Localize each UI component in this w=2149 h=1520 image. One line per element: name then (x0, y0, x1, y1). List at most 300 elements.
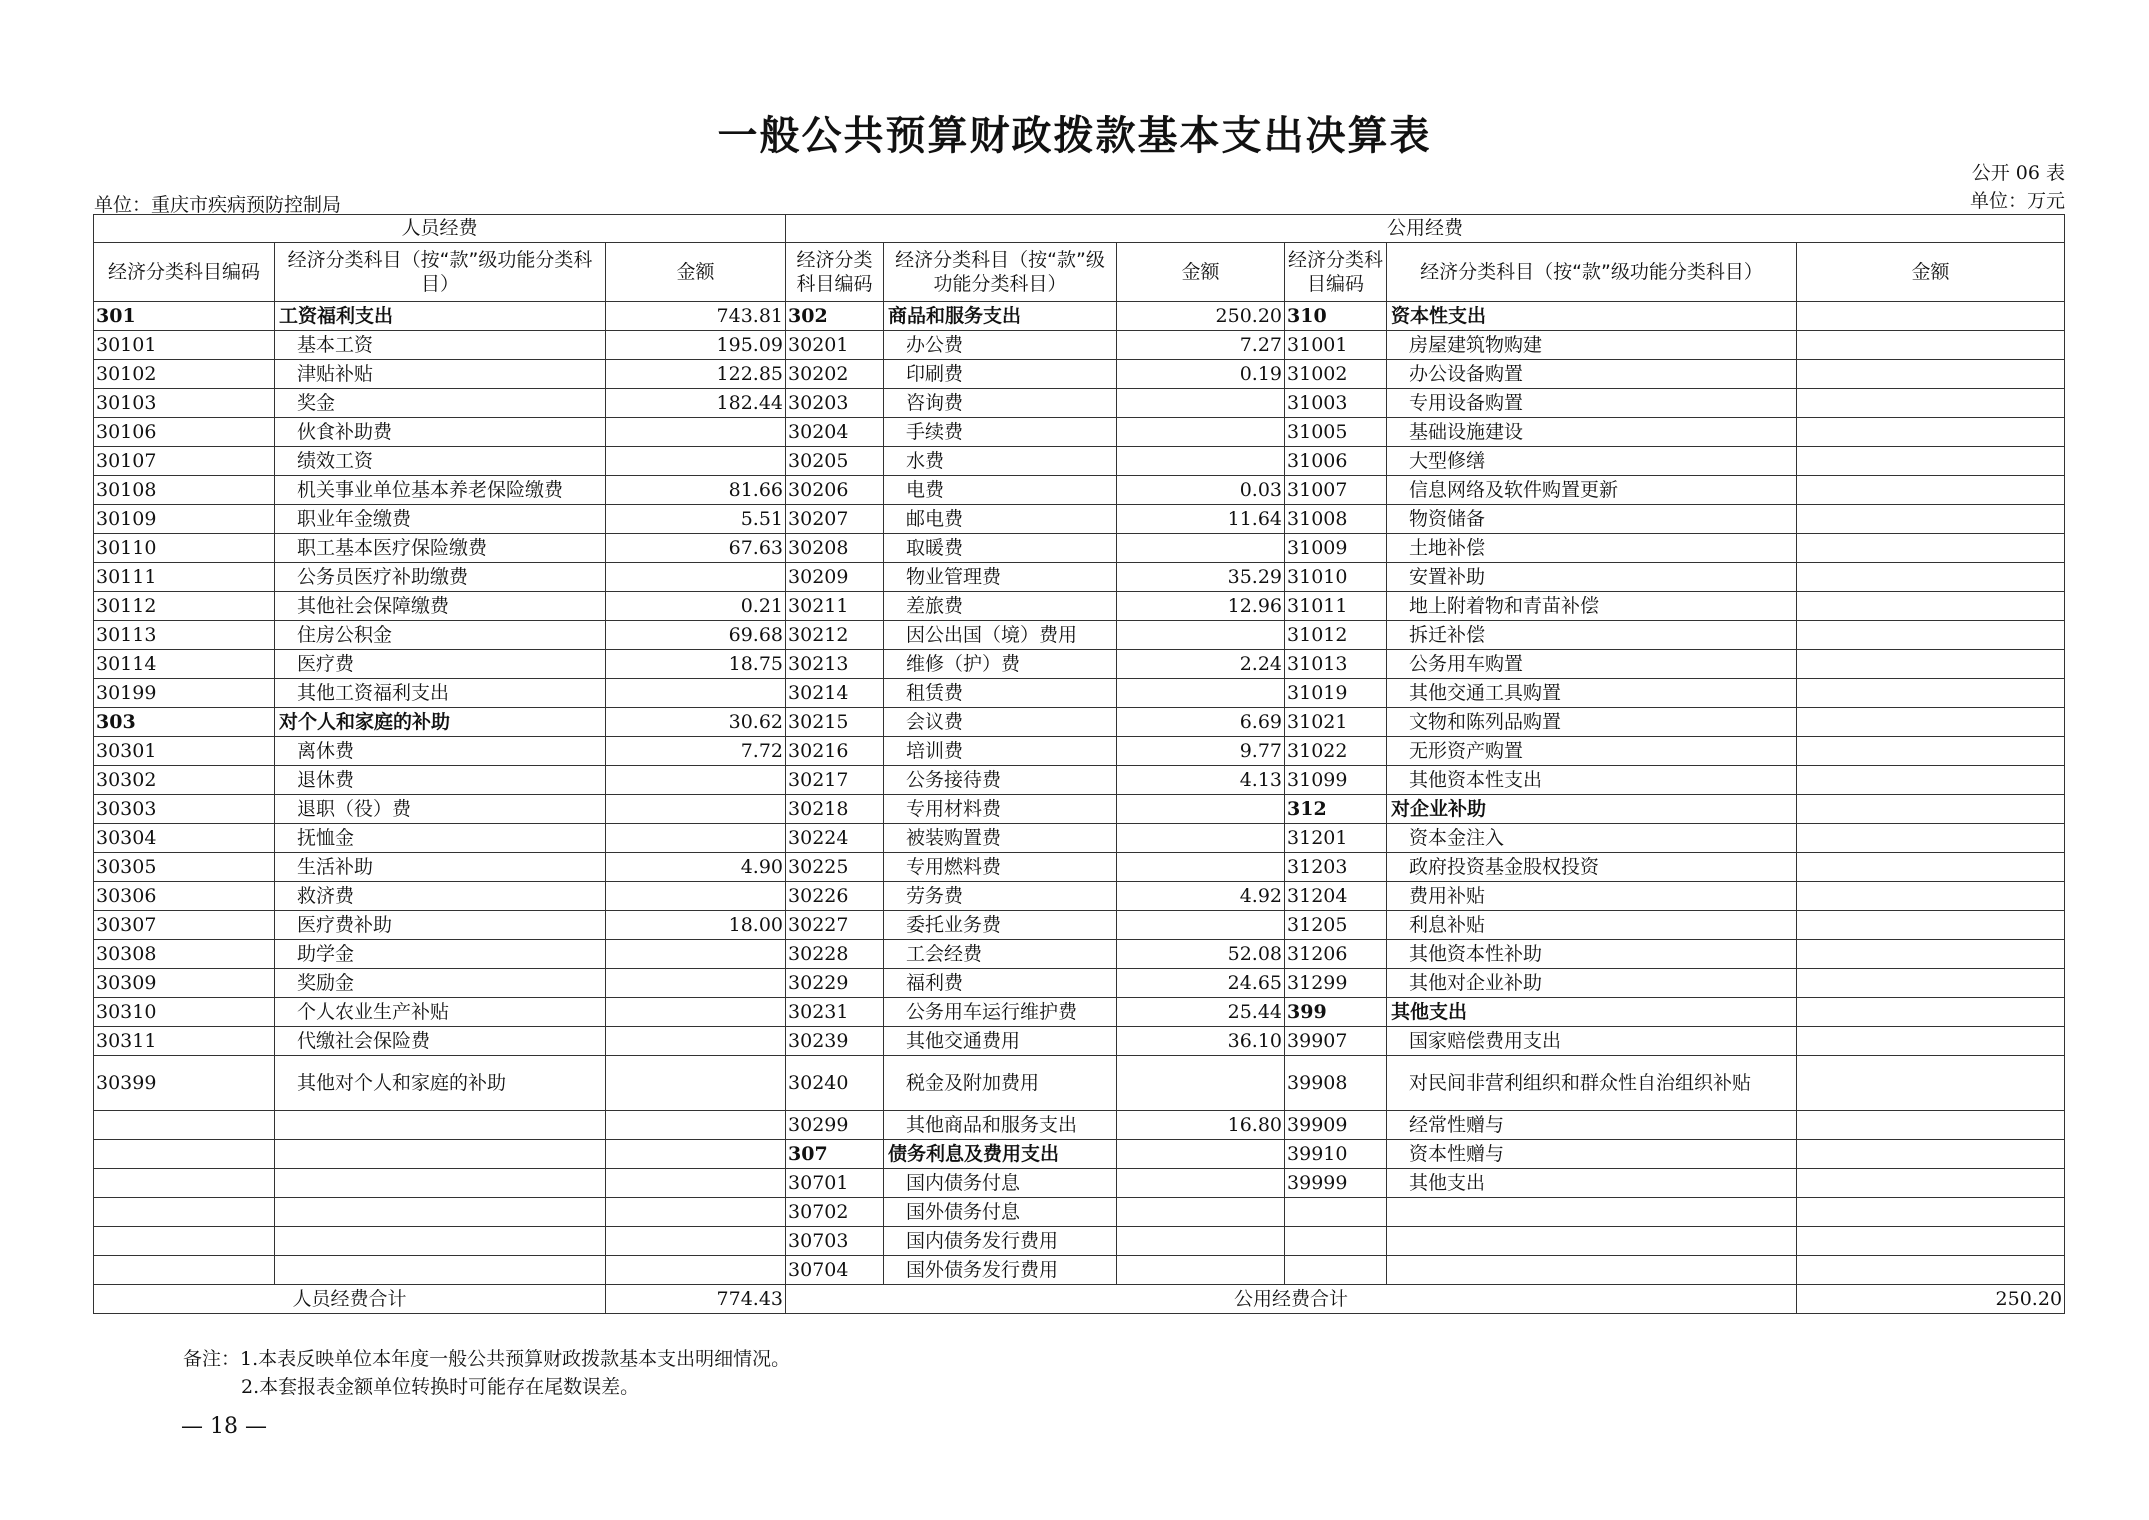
item-name: 咨询费 (884, 389, 1117, 418)
item-name: 手续费 (884, 418, 1117, 447)
item-name: 其他资本性补助 (1387, 940, 1797, 969)
item-amount (1797, 389, 2065, 418)
item-amount (1797, 1027, 2065, 1056)
item-code: 31012 (1285, 621, 1387, 650)
item-code: 301 (94, 302, 275, 331)
item-code: 30103 (94, 389, 275, 418)
table-row (94, 476, 2065, 505)
item-amount (1797, 882, 2065, 911)
item-amount: 7.27 (1117, 331, 1285, 360)
item-amount (1117, 911, 1285, 940)
item-name (1387, 1256, 1797, 1285)
item-name: 伙食补助费 (275, 418, 606, 447)
item-code: 30299 (786, 1111, 884, 1140)
table-row (94, 1027, 2065, 1056)
public-total-value: 250.20 (1797, 1285, 2065, 1314)
item-code: 39908 (1285, 1056, 1387, 1111)
item-amount: 6.69 (1117, 708, 1285, 737)
note-line: 备注：1.本表反映单位本年度一般公共预算财政拨款基本支出明细情况。 (183, 1348, 791, 1370)
item-amount (606, 940, 786, 969)
item-amount (1797, 1056, 2065, 1111)
item-amount (606, 795, 786, 824)
item-name: 电费 (884, 476, 1117, 505)
item-code: 307 (786, 1140, 884, 1169)
item-code: 30201 (786, 331, 884, 360)
expenditure-table (93, 214, 2065, 1314)
item-amount (1797, 650, 2065, 679)
item-code: 30225 (786, 853, 884, 882)
item-amount: 0.03 (1117, 476, 1285, 505)
item-name: 其他交通工具购置 (1387, 679, 1797, 708)
item-name: 医疗费 (275, 650, 606, 679)
table-row (94, 1169, 2065, 1198)
item-code: 30209 (786, 563, 884, 592)
item-code: 312 (1285, 795, 1387, 824)
table-row (94, 824, 2065, 853)
item-code: 31022 (1285, 737, 1387, 766)
item-amount (1117, 795, 1285, 824)
header-name: 经济分类科目（按“款”级功能分类科目） (884, 243, 1117, 302)
item-amount (1797, 998, 2065, 1027)
item-name: 拆迁补偿 (1387, 621, 1797, 650)
item-code: 30217 (786, 766, 884, 795)
table-row (94, 1198, 2065, 1227)
item-code: 30109 (94, 505, 275, 534)
item-name: 绩效工资 (275, 447, 606, 476)
item-amount (606, 998, 786, 1027)
item-name: 其他资本性支出 (1387, 766, 1797, 795)
table-row (94, 621, 2065, 650)
table-row (94, 360, 2065, 389)
item-code: 30207 (786, 505, 884, 534)
header-code: 经济分类科目编码 (786, 243, 884, 302)
item-code: 30107 (94, 447, 275, 476)
item-amount: 2.24 (1117, 650, 1285, 679)
item-name: 债务利息及费用支出 (884, 1140, 1117, 1169)
item-amount (1797, 418, 2065, 447)
table-row (94, 592, 2065, 621)
item-code: 30202 (786, 360, 884, 389)
notes (183, 1345, 790, 1401)
item-code: 303 (94, 708, 275, 737)
item-amount (1797, 737, 2065, 766)
item-name: 其他商品和服务支出 (884, 1111, 1117, 1140)
item-name: 福利费 (884, 969, 1117, 998)
item-name: 差旅费 (884, 592, 1117, 621)
item-code (94, 1140, 275, 1169)
item-amount (1117, 389, 1285, 418)
item-name: 劳务费 (884, 882, 1117, 911)
item-name: 办公费 (884, 331, 1117, 360)
item-amount (1797, 795, 2065, 824)
item-code: 30199 (94, 679, 275, 708)
item-name: 政府投资基金股权投资 (1387, 853, 1797, 882)
item-name: 印刷费 (884, 360, 1117, 389)
item-amount (1797, 1256, 2065, 1285)
item-name: 办公设备购置 (1387, 360, 1797, 389)
note-line: 2.本套报表金额单位转换时可能存在尾数误差。 (241, 1376, 640, 1398)
item-name: 大型修缮 (1387, 447, 1797, 476)
item-code: 30111 (94, 563, 275, 592)
item-name (275, 1111, 606, 1140)
item-code: 30224 (786, 824, 884, 853)
item-amount (1797, 563, 2065, 592)
item-amount (1797, 940, 2065, 969)
item-name: 商品和服务支出 (884, 302, 1117, 331)
item-amount: 195.09 (606, 331, 786, 360)
item-name: 利息补贴 (1387, 911, 1797, 940)
item-amount (1117, 621, 1285, 650)
table-row (94, 911, 2065, 940)
header-code: 经济分类科目编码 (94, 243, 275, 302)
item-code: 30308 (94, 940, 275, 969)
item-code: 30310 (94, 998, 275, 1027)
table-row (94, 447, 2065, 476)
item-amount: 4.90 (606, 853, 786, 882)
item-amount (1117, 679, 1285, 708)
table-row (94, 1140, 2065, 1169)
item-amount (1797, 302, 2065, 331)
table-row (94, 940, 2065, 969)
item-code: 30208 (786, 534, 884, 563)
header-code: 经济分类科目编码 (1285, 243, 1387, 302)
item-name: 资本金注入 (1387, 824, 1797, 853)
item-code: 30302 (94, 766, 275, 795)
item-code: 30106 (94, 418, 275, 447)
item-code: 39907 (1285, 1027, 1387, 1056)
item-code: 31003 (1285, 389, 1387, 418)
item-name: 取暖费 (884, 534, 1117, 563)
item-code: 39999 (1285, 1169, 1387, 1198)
item-name: 公务用车运行维护费 (884, 998, 1117, 1027)
item-name: 奖励金 (275, 969, 606, 998)
item-name: 邮电费 (884, 505, 1117, 534)
item-amount: 11.64 (1117, 505, 1285, 534)
item-code: 31019 (1285, 679, 1387, 708)
item-amount (606, 1056, 786, 1111)
item-amount: 69.68 (606, 621, 786, 650)
item-code: 30113 (94, 621, 275, 650)
item-name (1387, 1227, 1797, 1256)
item-amount (1797, 534, 2065, 563)
table-row (94, 563, 2065, 592)
personnel-total-value: 774.43 (606, 1285, 786, 1314)
item-name: 医疗费补助 (275, 911, 606, 940)
item-code (1285, 1198, 1387, 1227)
item-amount: 122.85 (606, 360, 786, 389)
item-amount (1797, 969, 2065, 998)
item-amount (1117, 418, 1285, 447)
item-name: 税金及附加费用 (884, 1056, 1117, 1111)
table-row (94, 418, 2065, 447)
item-amount (1797, 708, 2065, 737)
item-code: 31002 (1285, 360, 1387, 389)
item-code: 30206 (786, 476, 884, 505)
item-name: 对企业补助 (1387, 795, 1797, 824)
table-row (94, 389, 2065, 418)
item-name: 退职（役）费 (275, 795, 606, 824)
item-code: 30101 (94, 331, 275, 360)
item-code: 31204 (1285, 882, 1387, 911)
item-code: 30311 (94, 1027, 275, 1056)
item-name: 机关事业单位基本养老保险缴费 (275, 476, 606, 505)
table-row (94, 1056, 2065, 1111)
item-name: 物业管理费 (884, 563, 1117, 592)
item-amount: 0.21 (606, 592, 786, 621)
section-personnel-header: 人员经费 (94, 215, 786, 243)
item-code: 31099 (1285, 766, 1387, 795)
item-code: 30214 (786, 679, 884, 708)
item-code: 30228 (786, 940, 884, 969)
item-name: 其他对企业补助 (1387, 969, 1797, 998)
item-amount: 0.19 (1117, 360, 1285, 389)
table-row (94, 853, 2065, 882)
item-amount (1117, 1227, 1285, 1256)
item-code: 30216 (786, 737, 884, 766)
item-code: 31021 (1285, 708, 1387, 737)
item-name: 国家赔偿费用支出 (1387, 1027, 1797, 1056)
item-amount: 67.63 (606, 534, 786, 563)
item-name: 生活补助 (275, 853, 606, 882)
item-name: 工会经费 (884, 940, 1117, 969)
item-name: 专用设备购置 (1387, 389, 1797, 418)
item-amount (1117, 1140, 1285, 1169)
item-amount: 7.72 (606, 737, 786, 766)
item-code: 30704 (786, 1256, 884, 1285)
item-amount (606, 679, 786, 708)
item-code: 30110 (94, 534, 275, 563)
item-amount (606, 969, 786, 998)
item-amount (1117, 1256, 1285, 1285)
item-name: 其他支出 (1387, 1169, 1797, 1198)
item-amount (606, 447, 786, 476)
item-code: 30213 (786, 650, 884, 679)
item-amount (1117, 1169, 1285, 1198)
public-total-label: 公用经费合计 (786, 1285, 1797, 1314)
item-name: 对个人和家庭的补助 (275, 708, 606, 737)
item-amount (1117, 534, 1285, 563)
item-name (275, 1169, 606, 1198)
item-name: 文物和陈列品购置 (1387, 708, 1797, 737)
item-amount: 18.00 (606, 911, 786, 940)
item-amount (1797, 824, 2065, 853)
item-code: 31010 (1285, 563, 1387, 592)
item-code: 30399 (94, 1056, 275, 1111)
item-name: 代缴社会保险费 (275, 1027, 606, 1056)
item-code: 30226 (786, 882, 884, 911)
item-code: 30703 (786, 1227, 884, 1256)
page-title: 一般公共预算财政拨款基本支出决算表 (717, 112, 1432, 159)
item-name: 个人农业生产补贴 (275, 998, 606, 1027)
table-row (94, 766, 2065, 795)
item-name: 津贴补贴 (275, 360, 606, 389)
item-amount (1797, 911, 2065, 940)
item-name: 职工基本医疗保险缴费 (275, 534, 606, 563)
item-name: 国内债务付息 (884, 1169, 1117, 1198)
table-row (94, 505, 2065, 534)
item-code (94, 1198, 275, 1227)
item-code: 30218 (786, 795, 884, 824)
item-code: 30240 (786, 1056, 884, 1111)
item-amount (606, 1140, 786, 1169)
item-name: 其他对个人和家庭的补助 (275, 1056, 606, 1111)
table-row (94, 679, 2065, 708)
item-amount: 36.10 (1117, 1027, 1285, 1056)
table-row (94, 650, 2065, 679)
table-row (94, 534, 2065, 563)
item-code: 30211 (786, 592, 884, 621)
table-row (94, 882, 2065, 911)
item-name: 奖金 (275, 389, 606, 418)
item-code: 30227 (786, 911, 884, 940)
item-amount: 25.44 (1117, 998, 1285, 1027)
item-name: 救济费 (275, 882, 606, 911)
item-code: 31001 (1285, 331, 1387, 360)
item-code: 30108 (94, 476, 275, 505)
item-amount (1117, 447, 1285, 476)
item-amount (1117, 824, 1285, 853)
item-name (1387, 1198, 1797, 1227)
item-amount (1797, 1111, 2065, 1140)
item-code: 30306 (94, 882, 275, 911)
item-name: 抚恤金 (275, 824, 606, 853)
item-name: 职业年金缴费 (275, 505, 606, 534)
item-name: 房屋建筑物购建 (1387, 331, 1797, 360)
item-amount: 182.44 (606, 389, 786, 418)
item-name: 国外债务发行费用 (884, 1256, 1117, 1285)
item-code: 31013 (1285, 650, 1387, 679)
table-row (94, 1111, 2065, 1140)
page-number: — 18 — (181, 1414, 267, 1439)
table-row (94, 969, 2065, 998)
item-amount (606, 766, 786, 795)
item-code: 31008 (1285, 505, 1387, 534)
table-row (94, 1256, 2065, 1285)
item-code: 30114 (94, 650, 275, 679)
item-amount: 5.51 (606, 505, 786, 534)
item-code: 31206 (1285, 940, 1387, 969)
item-name (275, 1140, 606, 1169)
unit-name: 单位：重庆市疾病预防控制局 (94, 194, 342, 216)
item-code (94, 1256, 275, 1285)
item-code: 30203 (786, 389, 884, 418)
item-name: 其他社会保障缴费 (275, 592, 606, 621)
item-name: 专用材料费 (884, 795, 1117, 824)
table-row (94, 331, 2065, 360)
item-name: 无形资产购置 (1387, 737, 1797, 766)
item-amount (606, 1169, 786, 1198)
item-amount: 81.66 (606, 476, 786, 505)
item-name: 会议费 (884, 708, 1117, 737)
item-amount: 9.77 (1117, 737, 1285, 766)
table-row (94, 737, 2065, 766)
item-amount (606, 418, 786, 447)
item-code: 30305 (94, 853, 275, 882)
item-amount (1797, 505, 2065, 534)
item-code: 30102 (94, 360, 275, 389)
item-amount: 16.80 (1117, 1111, 1285, 1140)
item-amount: 24.65 (1117, 969, 1285, 998)
item-code: 30309 (94, 969, 275, 998)
item-code: 39910 (1285, 1140, 1387, 1169)
item-name (275, 1198, 606, 1227)
item-name: 其他工资福利支出 (275, 679, 606, 708)
table-row (94, 998, 2065, 1027)
header-amount: 金额 (1117, 243, 1285, 302)
item-code (1285, 1256, 1387, 1285)
item-amount (606, 1198, 786, 1227)
item-amount (1797, 1169, 2065, 1198)
item-code: 30231 (786, 998, 884, 1027)
item-code: 30303 (94, 795, 275, 824)
item-amount (1797, 679, 2065, 708)
item-amount: 52.08 (1117, 940, 1285, 969)
item-amount (606, 882, 786, 911)
item-name: 离休费 (275, 737, 606, 766)
form-number: 公开 06 表 (1971, 162, 2065, 184)
item-name: 国外债务付息 (884, 1198, 1117, 1227)
item-amount (1797, 447, 2065, 476)
item-name: 费用补贴 (1387, 882, 1797, 911)
item-name (275, 1256, 606, 1285)
item-name: 基础设施建设 (1387, 418, 1797, 447)
item-amount (606, 1256, 786, 1285)
item-name: 经常性赠与 (1387, 1111, 1797, 1140)
item-code: 39909 (1285, 1111, 1387, 1140)
item-code: 30304 (94, 824, 275, 853)
item-name: 租赁费 (884, 679, 1117, 708)
item-code: 31203 (1285, 853, 1387, 882)
item-amount (606, 824, 786, 853)
header-name: 经济分类科目（按“款”级功能分类科目） (275, 243, 606, 302)
section-public-header: 公用经费 (786, 215, 2065, 243)
item-code: 31006 (1285, 447, 1387, 476)
header-amount: 金额 (606, 243, 786, 302)
header-amount: 金额 (1797, 243, 2065, 302)
item-name: 维修（护）费 (884, 650, 1117, 679)
item-name (275, 1227, 606, 1256)
item-name: 国内债务发行费用 (884, 1227, 1117, 1256)
item-name: 信息网络及软件购置更新 (1387, 476, 1797, 505)
item-amount (1797, 1227, 2065, 1256)
item-name: 基本工资 (275, 331, 606, 360)
personnel-total-label: 人员经费合计 (94, 1285, 606, 1314)
item-code: 31011 (1285, 592, 1387, 621)
item-name: 专用燃料费 (884, 853, 1117, 882)
header-name: 经济分类科目（按“款”级功能分类科目） (1387, 243, 1797, 302)
item-amount: 18.75 (606, 650, 786, 679)
table-row (94, 1227, 2065, 1256)
item-name: 公务用车购置 (1387, 650, 1797, 679)
item-code: 31009 (1285, 534, 1387, 563)
item-name: 助学金 (275, 940, 606, 969)
item-code: 31201 (1285, 824, 1387, 853)
item-code: 31005 (1285, 418, 1387, 447)
item-code: 302 (786, 302, 884, 331)
item-amount: 30.62 (606, 708, 786, 737)
item-amount (1797, 1198, 2065, 1227)
item-amount (1797, 360, 2065, 389)
item-code: 30701 (786, 1169, 884, 1198)
item-code: 30301 (94, 737, 275, 766)
item-amount (1797, 621, 2065, 650)
item-code: 31299 (1285, 969, 1387, 998)
item-code (94, 1169, 275, 1198)
item-amount: 4.92 (1117, 882, 1285, 911)
item-amount (1117, 1056, 1285, 1111)
item-name: 委托业务费 (884, 911, 1117, 940)
item-name: 资本性赠与 (1387, 1140, 1797, 1169)
